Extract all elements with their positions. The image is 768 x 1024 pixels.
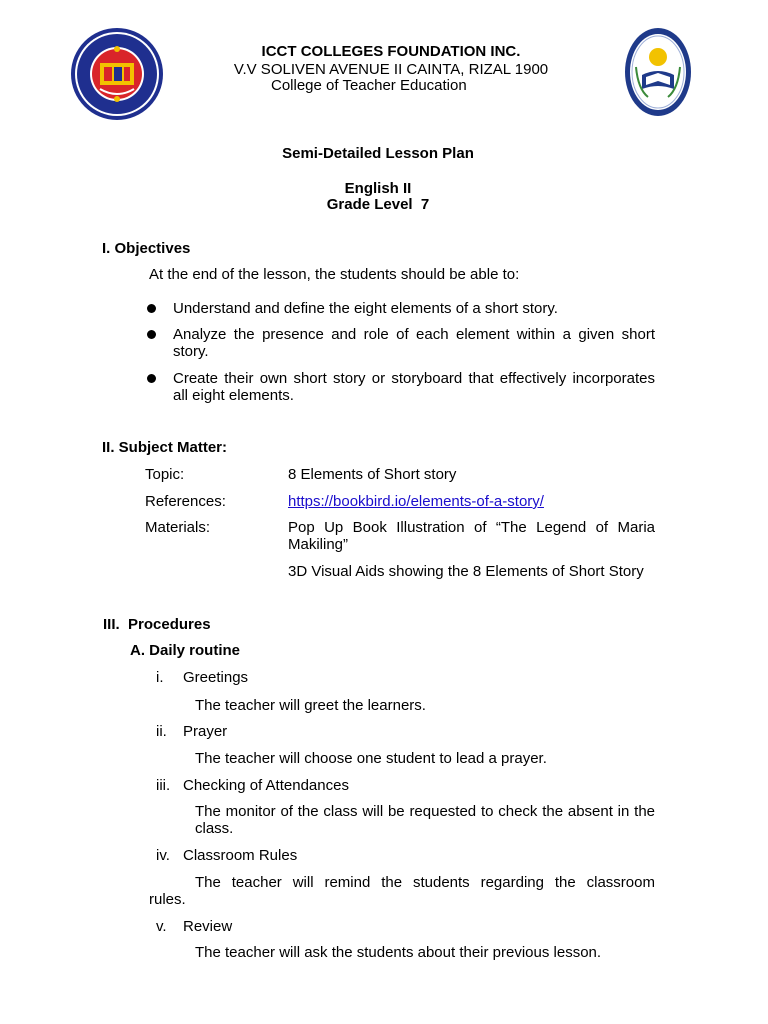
step-title: Greetings bbox=[183, 669, 249, 686]
step-number: v. bbox=[156, 918, 167, 935]
cte-logo bbox=[624, 27, 692, 117]
institution-name: ICCT COLLEGES FOUNDATION INC. bbox=[261, 43, 521, 60]
bullet-icon bbox=[147, 330, 156, 339]
objective-item: Create their own short story or storyboard that effectively incorporates all eight elements. bbox=[173, 370, 655, 404]
plan-title: Semi-Detailed Lesson Plan bbox=[282, 145, 474, 162]
grade-title: Grade Level 7 bbox=[326, 196, 430, 213]
references-value-wrap bbox=[288, 493, 544, 510]
institution-address: V.V SOLIVEN AVENUE II CAINTA, RIZAL 1900 bbox=[233, 61, 549, 78]
step-title: Classroom Rules bbox=[183, 847, 298, 864]
materials-value: 3D Visual Aids showing the 8 Elements of Short Story bbox=[288, 563, 644, 580]
step-text: The monitor of the class will be requested to check the absent in the class. bbox=[195, 803, 655, 837]
objectives-intro: At the end of the lesson, the students should be able to: bbox=[149, 266, 520, 283]
daily-routine-heading: A. Daily routine bbox=[130, 642, 241, 659]
subject-matter-heading: II. Subject Matter: bbox=[102, 439, 228, 456]
step-text: The teacher will greet the learners. bbox=[195, 697, 426, 714]
step-text: The teacher will choose one student to lead a prayer. bbox=[195, 750, 547, 767]
step-number: iv. bbox=[156, 847, 170, 864]
step-number: ii. bbox=[156, 723, 167, 740]
objective-item: Understand and define the eight elements of a short story. bbox=[173, 300, 558, 317]
step-text: The teacher will remind the students regarding the classroom bbox=[195, 874, 655, 891]
icct-logo bbox=[70, 27, 164, 121]
objectives-heading: I. Objectives bbox=[102, 240, 191, 257]
topic-label: Topic: bbox=[145, 466, 185, 483]
step-title: Checking of Attendances bbox=[183, 777, 349, 794]
references-link[interactable]: https://bookbird.io/elements-of-a-story/ bbox=[288, 493, 544, 510]
references-label: References: bbox=[145, 493, 226, 510]
step-title: Review bbox=[183, 918, 233, 935]
college-name: College of Teacher Education bbox=[271, 77, 467, 94]
topic-value: 8 Elements of Short story bbox=[288, 466, 457, 483]
step-title: Prayer bbox=[183, 723, 228, 740]
objective-item: Analyze the presence and role of each element within a given short story. bbox=[173, 326, 655, 360]
materials-label: Materials: bbox=[145, 519, 211, 536]
step-text: The teacher will ask the students about their previous lesson. bbox=[195, 944, 602, 961]
step-number: iii. bbox=[156, 777, 171, 794]
step-text: rules. bbox=[149, 891, 186, 908]
bullet-icon bbox=[147, 374, 156, 383]
materials-value: Pop Up Book Illustration of “The Legend of Maria Makiling” bbox=[288, 519, 655, 553]
procedures-heading: III. Procedures bbox=[103, 616, 211, 633]
bullet-icon bbox=[147, 304, 156, 313]
step-number: i. bbox=[156, 669, 164, 686]
subject-title: English II bbox=[344, 180, 412, 197]
